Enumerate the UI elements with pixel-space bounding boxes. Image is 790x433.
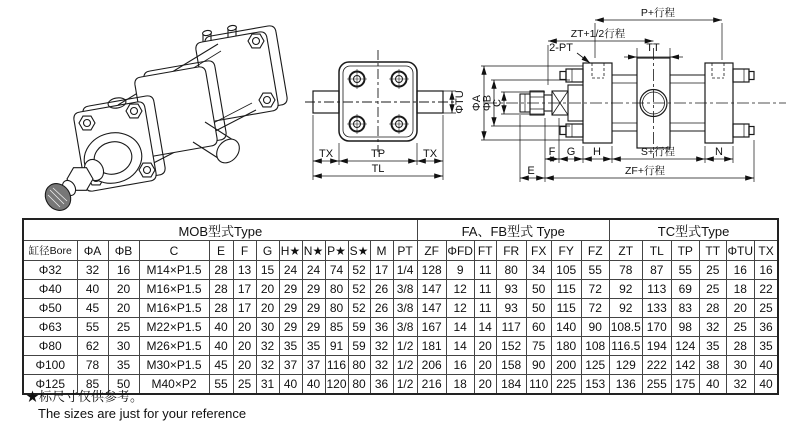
- cell: 20: [474, 356, 496, 375]
- front-view-drawing: [305, 50, 466, 180]
- cell: 113: [642, 280, 671, 299]
- cell: 45: [209, 356, 233, 375]
- label-tl: TL: [371, 163, 385, 175]
- group-header-fafb: FA、FB型式 Type: [417, 219, 609, 241]
- cell: 124: [671, 337, 699, 356]
- cell: 20: [256, 280, 279, 299]
- cell: 52: [348, 280, 370, 299]
- label-zt-stroke: ZT+1/2行程: [570, 28, 626, 40]
- cell: 32: [77, 261, 108, 280]
- cell: 28: [699, 299, 726, 318]
- cell: 225: [551, 375, 581, 395]
- cell: 29: [279, 280, 302, 299]
- cell: 52: [348, 299, 370, 318]
- cell: 11: [474, 261, 496, 280]
- label-s-stroke: S+行程: [640, 146, 676, 158]
- cell: 3/8: [393, 299, 417, 318]
- table-row: [23, 299, 778, 318]
- footnote-en: The sizes are just for your reference: [38, 406, 247, 421]
- cell: 24: [279, 261, 302, 280]
- group-header-row: [23, 219, 778, 241]
- cell: 78: [609, 261, 642, 280]
- cell: 34: [526, 261, 551, 280]
- cell: 55: [581, 261, 609, 280]
- cell: 32: [256, 356, 279, 375]
- column-header-0: 缸径Bore: [23, 241, 77, 261]
- cell: 9: [446, 261, 474, 280]
- column-header-18: FY: [551, 241, 581, 261]
- column-header-15: FT: [474, 241, 496, 261]
- cell: 32: [370, 337, 393, 356]
- cell: 32: [370, 356, 393, 375]
- cell: 52: [348, 261, 370, 280]
- cell: 40: [209, 337, 233, 356]
- cell: 25: [108, 318, 139, 337]
- cell: 25: [699, 280, 726, 299]
- cell: 1/2: [393, 337, 417, 356]
- cell: 153: [581, 375, 609, 395]
- label-phi-b: ΦB: [481, 94, 494, 112]
- cell: 206: [417, 356, 446, 375]
- cell: 115: [551, 299, 581, 318]
- cell: 98: [671, 318, 699, 337]
- column-header-16: FR: [496, 241, 526, 261]
- cell: 29: [279, 318, 302, 337]
- cell: 115: [551, 280, 581, 299]
- row-label: Φ80: [23, 337, 77, 356]
- cell: 120: [325, 375, 348, 395]
- cell: 74: [325, 261, 348, 280]
- cell: 55: [209, 375, 233, 395]
- cell: M16×P1.5: [139, 280, 209, 299]
- cell: 16: [446, 356, 474, 375]
- cell: 80: [348, 375, 370, 395]
- column-header-21: TL: [642, 241, 671, 261]
- cell: 142: [671, 356, 699, 375]
- row-label: Φ40: [23, 280, 77, 299]
- cell: 35: [754, 337, 778, 356]
- column-header-25: TX: [754, 241, 778, 261]
- row-label: Φ50: [23, 299, 77, 318]
- column-header-1: ΦA: [77, 241, 108, 261]
- cell: 28: [209, 280, 233, 299]
- cell: M22×P1.5: [139, 318, 209, 337]
- cell: 50: [108, 375, 139, 395]
- column-header-5: F: [233, 241, 256, 261]
- label-h: H: [593, 146, 601, 158]
- cell: 36: [370, 375, 393, 395]
- cell: 36: [370, 318, 393, 337]
- column-header-23: TT: [699, 241, 726, 261]
- cell: 222: [642, 356, 671, 375]
- table-row: [23, 280, 778, 299]
- cell: 28: [726, 337, 754, 356]
- iso-view-drawing: [40, 25, 287, 216]
- cell: 181: [417, 337, 446, 356]
- cell: M26×P1.5: [139, 337, 209, 356]
- column-header-row: [23, 241, 778, 261]
- column-header-8: N★: [302, 241, 325, 261]
- cell: 133: [642, 299, 671, 318]
- cell: 175: [671, 375, 699, 395]
- cell: 17: [370, 261, 393, 280]
- cell: 30: [256, 318, 279, 337]
- cell: 37: [302, 356, 325, 375]
- cell: 1/2: [393, 375, 417, 395]
- cell: 78: [77, 356, 108, 375]
- cell: 37: [279, 356, 302, 375]
- cell: 16: [108, 261, 139, 280]
- column-header-20: ZT: [609, 241, 642, 261]
- cell: 22: [754, 280, 778, 299]
- cell: M14×P1.5: [139, 261, 209, 280]
- cell: 18: [726, 280, 754, 299]
- cell: 29: [302, 280, 325, 299]
- column-header-3: C: [139, 241, 209, 261]
- cell: 200: [551, 356, 581, 375]
- table-row: [23, 337, 778, 356]
- footnote-cn: ★标尺寸仅供参考。: [26, 389, 144, 404]
- cell: 20: [474, 375, 496, 395]
- cell: 152: [496, 337, 526, 356]
- label-tt: TT: [646, 42, 660, 54]
- cell: 69: [671, 280, 699, 299]
- column-header-9: P★: [325, 241, 348, 261]
- cell: 36: [754, 318, 778, 337]
- cell: 28: [209, 261, 233, 280]
- label-phi-tu: ΦTU: [454, 90, 466, 114]
- label-zf-stroke: ZF+行程: [625, 165, 665, 177]
- cell: 59: [348, 318, 370, 337]
- cell: 40: [754, 356, 778, 375]
- cell: 108: [581, 337, 609, 356]
- cell: 35: [699, 337, 726, 356]
- cell: 180: [551, 337, 581, 356]
- cell: 125: [581, 356, 609, 375]
- side-view-drawing: [471, 6, 786, 182]
- spec-table-body: [23, 261, 778, 395]
- label-tp: TP: [370, 148, 386, 160]
- cell: 14: [446, 337, 474, 356]
- cell: 40: [699, 375, 726, 395]
- cell: 116.5: [609, 337, 642, 356]
- row-label: Φ125: [23, 375, 77, 395]
- cell: 194: [642, 337, 671, 356]
- cell: 91: [325, 337, 348, 356]
- cell: 1/4: [393, 261, 417, 280]
- label-c: C: [491, 99, 504, 107]
- cell: 20: [108, 299, 139, 318]
- cell: 3/8: [393, 280, 417, 299]
- column-header-14: ΦFD: [446, 241, 474, 261]
- table-row: [23, 261, 778, 280]
- cell: 60: [526, 318, 551, 337]
- cell: 20: [233, 337, 256, 356]
- row-label: Φ100: [23, 356, 77, 375]
- cell: 59: [348, 337, 370, 356]
- cell: 35: [302, 337, 325, 356]
- label-p-stroke: P+行程: [640, 7, 676, 19]
- cell: 85: [77, 375, 108, 395]
- cell: 129: [609, 356, 642, 375]
- table-row: [23, 356, 778, 375]
- cell: 170: [642, 318, 671, 337]
- cell: 80: [348, 356, 370, 375]
- table-row: [23, 318, 778, 337]
- cell: 24: [302, 261, 325, 280]
- column-header-10: S★: [348, 241, 370, 261]
- column-header-6: G: [256, 241, 279, 261]
- cell: 72: [581, 299, 609, 318]
- cell: 40: [302, 375, 325, 395]
- cell: 80: [325, 280, 348, 299]
- row-label: Φ63: [23, 318, 77, 337]
- cell: 11: [474, 280, 496, 299]
- column-header-22: TP: [671, 241, 699, 261]
- cell: 40: [754, 375, 778, 395]
- group-header-mob: MOB型式Type: [23, 219, 417, 241]
- cell: 25: [233, 375, 256, 395]
- cell: 32: [699, 318, 726, 337]
- label-e: E: [527, 165, 535, 177]
- cell: 25: [754, 299, 778, 318]
- label-g: G: [566, 146, 576, 158]
- cell: 29: [302, 318, 325, 337]
- cell: 128: [417, 261, 446, 280]
- cell: 26: [370, 299, 393, 318]
- cell: 147: [417, 299, 446, 318]
- cell: 216: [417, 375, 446, 395]
- cell: 28: [209, 299, 233, 318]
- cell: 62: [77, 337, 108, 356]
- cell: 20: [474, 337, 496, 356]
- cell: 80: [325, 299, 348, 318]
- cell: 50: [526, 280, 551, 299]
- cell: 40: [209, 318, 233, 337]
- cell: 167: [417, 318, 446, 337]
- cell: 87: [642, 261, 671, 280]
- cell: 117: [496, 318, 526, 337]
- column-header-19: FZ: [581, 241, 609, 261]
- cell: 105: [551, 261, 581, 280]
- cell: 29: [279, 299, 302, 318]
- technical-drawings: [0, 0, 790, 216]
- label-n: N: [715, 146, 723, 158]
- cell: 35: [279, 337, 302, 356]
- cell: 15: [256, 261, 279, 280]
- cell: 17: [233, 280, 256, 299]
- cell: M40×P2: [139, 375, 209, 395]
- cell: 18: [446, 375, 474, 395]
- label-f: F: [548, 146, 556, 158]
- cell: 75: [526, 337, 551, 356]
- cell: 13: [233, 261, 256, 280]
- cell: 20: [233, 318, 256, 337]
- cell: 14: [446, 318, 474, 337]
- cell: 29: [302, 299, 325, 318]
- cell: 20: [256, 299, 279, 318]
- cell: 93: [496, 299, 526, 318]
- cell: 50: [526, 299, 551, 318]
- cell: 38: [699, 356, 726, 375]
- cell: 80: [496, 261, 526, 280]
- cell: 20: [108, 280, 139, 299]
- cell: 16: [754, 261, 778, 280]
- cell: 30: [726, 356, 754, 375]
- group-header-tc: TC型式Type: [609, 219, 778, 241]
- cell: M16×P1.5: [139, 299, 209, 318]
- cell: 110: [526, 375, 551, 395]
- cell: 147: [417, 280, 446, 299]
- cell: 83: [671, 299, 699, 318]
- cell: 20: [726, 299, 754, 318]
- cell: 17: [233, 299, 256, 318]
- cell: 158: [496, 356, 526, 375]
- label-phi-a: ΦA: [471, 94, 483, 112]
- cell: 55: [77, 318, 108, 337]
- cell: 12: [446, 299, 474, 318]
- cell: M30×P1.5: [139, 356, 209, 375]
- column-header-13: ZF: [417, 241, 446, 261]
- cell: 40: [77, 280, 108, 299]
- cell: 45: [77, 299, 108, 318]
- cell: 20: [233, 356, 256, 375]
- cell: 255: [642, 375, 671, 395]
- cell: 31: [256, 375, 279, 395]
- cell: 92: [609, 280, 642, 299]
- label-port: 2-PT: [549, 42, 573, 54]
- column-header-2: ΦB: [108, 241, 139, 261]
- column-header-17: FX: [526, 241, 551, 261]
- row-label: Φ32: [23, 261, 77, 280]
- cell: 32: [726, 375, 754, 395]
- cell: 14: [474, 318, 496, 337]
- column-header-7: H★: [279, 241, 302, 261]
- cell: 140: [551, 318, 581, 337]
- column-header-11: M: [370, 241, 393, 261]
- cell: 1/2: [393, 356, 417, 375]
- footnote: [26, 388, 246, 422]
- cell: 72: [581, 280, 609, 299]
- column-header-12: PT: [393, 241, 417, 261]
- cell: 25: [699, 261, 726, 280]
- label-tx-right: TX: [422, 148, 438, 160]
- column-header-24: ΦTU: [726, 241, 754, 261]
- cell: 35: [108, 356, 139, 375]
- cell: 85: [325, 318, 348, 337]
- cell: 90: [581, 318, 609, 337]
- cell: 30: [108, 337, 139, 356]
- cell: 40: [279, 375, 302, 395]
- cell: 93: [496, 280, 526, 299]
- cell: 108.5: [609, 318, 642, 337]
- cell: 92: [609, 299, 642, 318]
- cell: 184: [496, 375, 526, 395]
- label-tx-left: TX: [318, 148, 334, 160]
- cell: 11: [474, 299, 496, 318]
- cell: 26: [370, 280, 393, 299]
- cell: 12: [446, 280, 474, 299]
- column-header-4: E: [209, 241, 233, 261]
- cell: 90: [526, 356, 551, 375]
- cell: 3/8: [393, 318, 417, 337]
- cell: 136: [609, 375, 642, 395]
- cell: 25: [726, 318, 754, 337]
- cell: 55: [671, 261, 699, 280]
- cell: 116: [325, 356, 348, 375]
- cell: 32: [256, 337, 279, 356]
- cell: 16: [726, 261, 754, 280]
- spec-table: [22, 218, 779, 395]
